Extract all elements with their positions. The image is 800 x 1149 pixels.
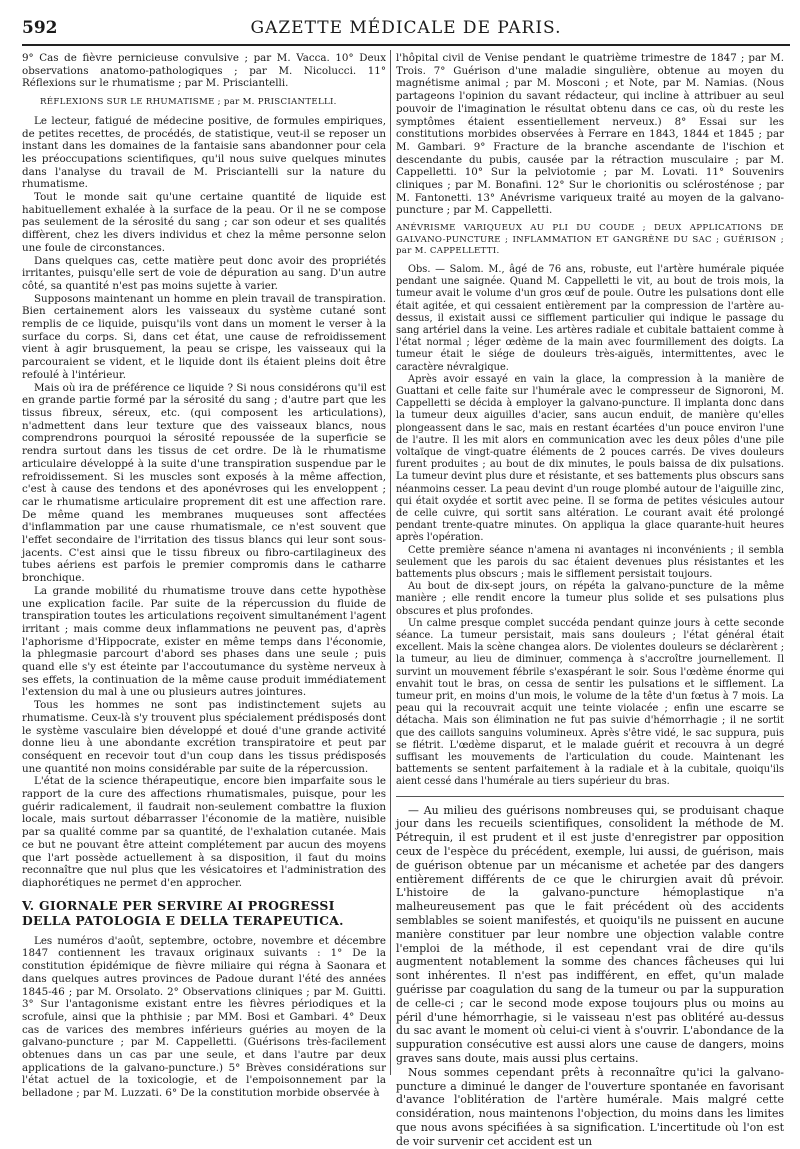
paragraph: La grande mobilité du rhumatisme trouve dans cette hypothèse une explication facile. Par suite de la répercussion du fluide de transpiration toutes les articulations reçoivent simultanément l'agent irritant ; mais comme deux inflammations ne peuvent pas, d'après l'aphorisme d'Hippocrate, exister en même temps dans l'économie, la phlegmasie parcourt d'abord ses phases dans une seule ; puis quand elle s'y est éteinte par l'accoutumance du système nerveux à ses effets, la continuation de la même cause produit immédiatement l'extension du mal à une ou plusieurs autres jointures. [22, 584, 386, 699]
paragraph: Obs. — Salom. M., âgé de 76 ans, robuste, eut l'artère humérale piquée pendant une saignée. Quand M. Cappelletti le vit, au bout de trois mois, la tumeur avait le volume d'un gros œuf de poule. Outre les pulsations dont elle était agitée, et qui cessaient entièrement par la compression de l'artère au-dessus, il existait aussi ce sifflement particulier qui indique le passage du sang artériel dans la veine. Les artères radiale et cubitale battaient comme à l'état normal ; léger œdème de la main avec fourmillement des doigts. La tumeur était le siége de douleurs très-aiguës, intermittentes, avec le caractère névralgique. [396, 263, 784, 373]
paragraph: Tous les hommes ne sont pas indistinctement sujets au rhumatisme. Ceux-là s'y trouvent plus spécialement prédisposés dont le système vasculaire bien développé et doué d'une grande activité donne lieu à une abondante excrétion transpiratoire et peut par conséquent en recevoir tout d'un coup dans les tissus prédisposés une quantité non moins considérable par suite de la répercussion. [22, 699, 386, 775]
paragraph: Mais où ira de préférence ce liquide ? Si nous considérons qu'il est en grande partie formé par la sérosité du sang ; d'autre part que les tissus fibreux, séreux, etc. (qui composent les articulations), n'admettent dans leur texture que des vaisseaux blancs, nous comprendrons pourquoi la sérosité repoussée de la superficie se rendra surtout dans les tissus de cet ordre. De là le rhumatisme articulaire développé à la suite d'une transpiration suspendue par le refroidissement. Si les muscles sont exposés à la même affection, c'est à cause des tendons et des aponévroses qui les enveloppent ; car le rhumatisme articulaire proprement dit est une affection rare. De même quand les membranes muqueuses sont affectées d'inflammation par une cause rhumatismale, ce n'est souvent que l'effet secondaire de l'irritation des tissus blancs qui leur sont sous-jacents. C'est ainsi que le tissu fibreux ou fibro-cartilagineux des tubes aériens est parfois le premier compromis dans le catharre bronchique. [22, 381, 386, 585]
paragraph: 9° Cas de fièvre pernicieuse convulsive ; par M. Vacca. 10° Deux observations anatomo-pathologiques ; par M. Nicolucci. 11° Réflexions sur le rhumatisme ; par M. Prisciantelli. [22, 52, 386, 90]
header-rule [22, 44, 790, 46]
running-header [22, 18, 790, 42]
left-column [22, 52, 386, 1100]
page-number: 592 [22, 18, 58, 38]
article-subheading: RÉFLEXIONS SUR LE RHUMATISME ; par M. PRISCIANTELLI. [40, 97, 337, 108]
section-separator [396, 796, 784, 797]
paragraph: Dans quelques cas, cette matière peut donc avoir des propriétés irritantes, puisqu'elle sert de voie de dépuration au sang. D'un autre côté, sa quantité n'est pas moins sujette à varier. [22, 254, 386, 292]
paragraph: Supposons maintenant un homme en plein travail de transpiration. Bien certainement alors les vaisseaux du système cutané sont remplis de ce liquide, puisqu'ils vont dans un moment le verser à la surface du corps. Si, dans cet état, une cause de refroidissement vient à agir brusquement, la peau se crispe, les vaisseaux qui la parcouraient se vident, et le liquide dont ils étaient pleins doit être refoulé à l'intérieur. [22, 292, 386, 381]
paragraph: Le lecteur, fatigué de médecine positive, de formules empiriques, de petites recettes, de procédés, de statistique, veut-il se reposer un instant dans les domaines de la fantaisie sans abandonner pour cela les préoccupations scientifiques, qu'il nous suive quelques minutes dans l'analyse du travail de M. Prisciantelli sur la nature du rhumatisme. [22, 114, 386, 191]
paragraph: Tout le monde sait qu'une certaine quantité de liquide est habituellement exhalée à la surface de la peau. Or il ne se compose pas seulement de la sérosité du sang ; car son odeur et ses qualités diffèrent, chez les divers individus et chez la même personne selon une foule de circonstances. [22, 191, 386, 254]
article-subheading: ANÉVRISME VARIQUEUX AU PLI DU COUDE ; DEUX APPLICATIONS DE GALVANO-PUNCTURE ; INFLAMMATION ET GANGRÈNE DU SAC ; GUÉRISON ; par M. CAPPELLETTI. [396, 223, 784, 257]
paragraph: Cette première séance n'amena ni avantages ni inconvénients ; il sembla seulement que les parois du sac étaient devenues plus résistantes et les battements plus obscurs ; mais le sifflement persistait toujours. [396, 544, 784, 580]
section-title: V. GIORNALE PER SERVIRE AI PROGRESSI DELLA PATOLOGIA E DELLA TERAPEUTICA. [22, 897, 344, 929]
column-divider [390, 50, 391, 1075]
paragraph: Un calme presque complet succéda pendant quinze jours à cette seconde séance. La tumeur persistait, mais sans douleurs ; l'état général était excellent. Mais la scène changea alors. De violentes douleurs se déclarèrent ; la tumeur, au lieu de diminuer, commença à s'accroître journellement. Il survint un mouvement fébrile s'exaspérant le soir. Sous l'œdème énorme qui envahit tout le bras, on cessa de sentir les pulsations et le sifflement. La tumeur prit, en moins d'un mois, le volume de la tête d'un fœtus à 7 mois. La peau qui la recouvrait acquit une teinte violacée ; enfin une escarre se détacha. Mais son élimination ne fut pas suivie d'hémorrhagie ; il ne sortit que des caillots sanguins volumineux. Après s'être vidé, le sac suppura, puis se flétrit. L'œdème disparut, et le malade guérit et recouvra à un degré suffisant les mouvements de l'articulation du coude. Maintenant les battements se sentent parfaitement à la radiale et à la cubitale, quoiqu'ils aient cessé dans l'humérale au tiers supérieur du bras. [396, 617, 784, 788]
right-column [396, 52, 784, 1148]
paragraph: Les numéros d'août, septembre, octobre, novembre et décembre 1847 contiennent les travaux originaux suivants : 1° De la constitution épidémique de fièvre miliaire qui régna à Saonara et dans quelques autres provinces de Padoue durant l'été des années 1845-46 ; par M. Orsolato. 2° Observations cliniques ; par M. Guitti. 3° Sur l'antagonisme existant entre les fièvres périodiques et la scrofule, ainsi que la phthisie ; par MM. Bosi et Gambari. 4° Deux cas de varices des membres inférieurs guéries au moyen de la galvano-puncture ; par M. Cappelletti. (Guérisons très-facilement obtenues dans un cas par une seule, et dans l'autre par deux applications de la galvano-puncture.) 5° Brèves considérations sur l'état actuel de la toxicologie, et de l'empoisonnement par la belladone ; par M. Luzzati. 6° De la constitution morbide observée à [22, 934, 386, 1100]
paragraph: Après avoir essayé en vain la glace, la compression à la manière de Guattani et celle faite sur l'humérale avec le compresseur de Signoroni, M. Cappelletti se décida à employer la galvano-puncture. Il implanta donc dans la tumeur deux aiguilles d'acier, sans aucun enduit, de manière qu'elles plongeassent dans le sac, mais en restant écartées d'un pouce environ l'une de l'autre. Il les mit alors en communication avec les deux pôles d'une pile voltaïque de vingt-quatre éléments de 2 pouces carrés. De vives douleurs furent produites ; au bout de dix minutes, le pouls baissa de dix pulsations. La tumeur devint plus dure et résistante, et ses battements plus obscurs sans néanmoins cesser. La peau devint d'un rouge plombé autour de l'aiguille zinc, qui était oxydée et sortit avec peine. Il se forma de petites vésicules autour de celle cuivre, qui sortit sans altération. Le courant avait été prolongé pendant trente-quatre minutes. On appliqua la glace quarante-huit heures après l'opération. [396, 373, 784, 544]
paragraph: Au bout de dix-sept jours, on répéta la galvano-puncture de la même manière ; elle rendit encore la tumeur plus solide et ses pulsations plus obscures et plus profondes. [396, 581, 784, 617]
paragraph: L'état de la science thérapeutique, encore bien imparfaite sous le rapport de la cure des affections rhumatismales, puisque, pour les guérir radicalement, il faudrait non-seulement combattre la fluxion locale, mais surtout débarrasser l'économie de la matière, nuisible par sa qualité comme par sa quantité, de l'exhalation cutanée. Mais ce but ne pouvant être atteint complétement par aucun des moyens que l'art possède actuellement à sa disposition, il faut du moins reconnaître que nul plus que les vésicatoires et l'administration des diaphorétiques ne permet d'en approcher. [22, 775, 386, 889]
journal-title: GAZETTE MÉDICALE DE PARIS. [250, 18, 562, 38]
paragraph: l'hôpital civil de Venise pendant le quatrième trimestre de 1847 ; par M. Trois. 7° Guérison d'une maladie singulière, obtenue au moyen du magnétisme animal ; par M. Mosconi ; et Note, par M. Namias. (Nous partageons l'opinion du savant rédacteur, qui incline à attribuer au seul pouvoir de l'imagination le résultat obtenu dans ce cas, où du reste les symptômes étaient essentiellement nerveux.) 8° Essai sur les constitutions morbides observées à Ferrare en 1843, 1844 et 1845 ; par M. Gambari. 9° Fracture de la branche ascendante de l'ischion et descendante du pubis, causée par la rétraction musculaire ; par M. Cappelletti. 10° Sur la pelviotomie ; par M. Lovati. 11° Souvenirs cliniques ; par M. Bonafini. 12° Sur le chorionitis ou sclérosténose ; par M. Fantonetti. 13° Anévrisme variqueux traité au moyen de la galvano-puncture ; par M. Cappelletti. [396, 52, 784, 217]
paragraph: Nous sommes cependant prêts à reconnaître qu'ici la galvano-puncture a diminué le danger de l'ouverture spontanée en favorisant d'avance l'oblitération de l'artère humérale. Mais malgré cette considération, nous maintenons l'objection, du moins dans les limites que nous avons spécifiées à sa signification. L'incertitude où l'on est de voir survenir cet accident est un [396, 1065, 784, 1148]
paragraph: — Au milieu des guérisons nombreuses qui, se produisant chaque jour dans les recueils scientifiques, consolident la méthode de M. Pétrequin, il est prudent et il est juste d'enregistrer par opposition ceux de l'espèce du précédent, exemple, lui aussi, de guérison, mais de guérison obtenue par un mécanisme et achetée par des dangers entièrement différents de ce que le chirurgien avait dû prévoir. L'histoire de la galvano-puncture hémoplastique n'a malheureusement pas que le fait précédent où des accidents semblables se soient manifestés, et quoiqu'ils ne puissent en aucune manière constituer par leur nombre une objection valable contre l'emploi de la méthode, il est cependant vrai de dire qu'ils augmentent notablement la somme des chances fâcheuses qui lui sont inhérentes. Il n'est pas indifférent, en effet, qu'un malade guérisse par coagulation du sang de la tumeur ou par la suppuration de celle-ci ; car le second mode expose toujours plus ou moins au péril d'une hémorrhagie, si le vaisseau n'est pas oblitéré au-dessus du sac avant le moment où celui-ci vient à s'ouvrir. L'abondance de la suppuration consécutive est aussi alors une cause de dangers, moins graves sans doute, mais aussi plus certains. [396, 803, 784, 1065]
